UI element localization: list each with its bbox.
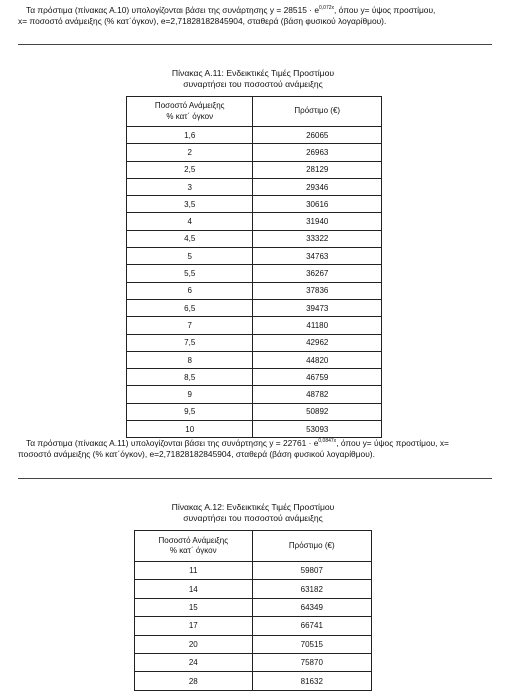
cell-mixing-percentage: 14 bbox=[135, 580, 253, 598]
cell-fine-amount: 75870 bbox=[252, 653, 371, 671]
table-row bbox=[127, 144, 382, 161]
cell-fine-amount: 48782 bbox=[253, 386, 382, 403]
table-row bbox=[127, 421, 382, 438]
header-mixing-percentage bbox=[135, 531, 253, 562]
cell-mixing-percentage: 3,5 bbox=[127, 196, 253, 213]
table-header-row bbox=[127, 97, 382, 127]
table-row bbox=[127, 351, 382, 368]
cell-mixing-percentage: 6 bbox=[127, 282, 253, 299]
table-row bbox=[127, 386, 382, 403]
cell-fine-amount: 26065 bbox=[253, 127, 382, 144]
formula-exponent: 0,0847x bbox=[318, 438, 337, 444]
cell-mixing-percentage: 8,5 bbox=[127, 369, 253, 386]
cell-fine-amount: 41180 bbox=[253, 317, 382, 334]
cell-mixing-percentage: 4,5 bbox=[127, 230, 253, 247]
cell-fine-amount: 63182 bbox=[252, 580, 371, 598]
table-row bbox=[127, 127, 382, 144]
cell-fine-amount: 64349 bbox=[252, 598, 371, 616]
formula-exponent: 0,072x bbox=[319, 5, 335, 11]
fines-table-a12 bbox=[134, 530, 372, 691]
table-row bbox=[135, 635, 372, 653]
paragraph-line-1 bbox=[18, 5, 496, 16]
table-row bbox=[135, 562, 372, 580]
cell-fine-amount: 31940 bbox=[253, 213, 382, 230]
paragraph-fines-formula-a11 bbox=[18, 438, 496, 460]
table-caption-a11 bbox=[0, 68, 506, 90]
table-row bbox=[127, 299, 382, 316]
table-row bbox=[127, 403, 382, 420]
cell-fine-amount: 70515 bbox=[252, 635, 371, 653]
table-row bbox=[127, 369, 382, 386]
header-mixing-percentage bbox=[127, 97, 253, 127]
cell-mixing-percentage: 17 bbox=[135, 617, 253, 635]
cell-fine-amount: 34763 bbox=[253, 248, 382, 265]
formula-suffix: , όπου y= ύψος προστίμου, x= bbox=[336, 438, 449, 448]
header-fine: Πρόστιμο (€) bbox=[253, 97, 382, 127]
cell-mixing-percentage: 2 bbox=[127, 144, 253, 161]
cell-mixing-percentage: 11 bbox=[135, 562, 253, 580]
cell-fine-amount: 30616 bbox=[253, 196, 382, 213]
cell-fine-amount: 28129 bbox=[253, 161, 382, 178]
table-row bbox=[135, 653, 372, 671]
header-line-2: % κατ΄ όγκον bbox=[166, 111, 214, 121]
cell-fine-amount: 36267 bbox=[253, 265, 382, 282]
table-row bbox=[127, 334, 382, 351]
table-row bbox=[127, 178, 382, 195]
cell-mixing-percentage: 4 bbox=[127, 213, 253, 230]
formula-suffix: , όπου y= ύψος προστίμου, bbox=[334, 5, 436, 15]
cell-fine-amount: 29346 bbox=[253, 178, 382, 195]
formula-text: Τα πρόστιμα (πίνακας Α.11) υπολογίζονται βάσει της συνάρτησης y = 22761 · e bbox=[26, 438, 319, 448]
cell-fine-amount: 39473 bbox=[253, 299, 382, 316]
cell-mixing-percentage: 7 bbox=[127, 317, 253, 334]
table-row bbox=[127, 213, 382, 230]
table-row bbox=[127, 230, 382, 247]
cell-mixing-percentage: 10 bbox=[127, 421, 253, 438]
paragraph-line-1 bbox=[18, 438, 496, 449]
cell-mixing-percentage: 1,6 bbox=[127, 127, 253, 144]
table-row bbox=[127, 161, 382, 178]
cell-fine-amount: 37836 bbox=[253, 282, 382, 299]
fines-table-a11 bbox=[126, 96, 382, 438]
cell-fine-amount: 44820 bbox=[253, 351, 382, 368]
cell-fine-amount: 26963 bbox=[253, 144, 382, 161]
caption-line-2: συναρτήσει του ποσοστού ανάμειξης bbox=[183, 79, 323, 89]
table-header-row bbox=[135, 531, 372, 562]
cell-mixing-percentage: 2,5 bbox=[127, 161, 253, 178]
table-row bbox=[127, 265, 382, 282]
cell-mixing-percentage: 9,5 bbox=[127, 403, 253, 420]
cell-mixing-percentage: 3 bbox=[127, 178, 253, 195]
cell-fine-amount: 33322 bbox=[253, 230, 382, 247]
cell-fine-amount: 81632 bbox=[252, 672, 371, 690]
cell-fine-amount: 42962 bbox=[253, 334, 382, 351]
cell-mixing-percentage: 7,5 bbox=[127, 334, 253, 351]
table-row bbox=[127, 248, 382, 265]
header-line-2: % κατ΄ όγκον bbox=[169, 546, 217, 555]
caption-line-1: Πίνακας Α.12: Ενδεικτικές Τιμές Προστίμου bbox=[171, 502, 335, 512]
table-row bbox=[135, 617, 372, 635]
table-body bbox=[135, 562, 372, 691]
caption-line-1: Πίνακας Α.11: Ενδεικτικές Τιμές Προστίμου bbox=[171, 68, 335, 78]
cell-mixing-percentage: 20 bbox=[135, 635, 253, 653]
separator-line bbox=[18, 44, 492, 45]
table-body bbox=[127, 127, 382, 438]
cell-fine-amount: 53093 bbox=[253, 421, 382, 438]
cell-mixing-percentage: 15 bbox=[135, 598, 253, 616]
paragraph-line-2: ποσοστό ανάμειξης (% κατ΄όγκον), e=2,71828182845904, σταθερά (βάση φυσικού λογαρίθμου). bbox=[18, 449, 375, 459]
header-line-1: Ποσοστό Ανάμειξης bbox=[154, 101, 225, 110]
paragraph-fines-formula-a10 bbox=[18, 5, 496, 27]
cell-mixing-percentage: 5 bbox=[127, 248, 253, 265]
cell-mixing-percentage: 9 bbox=[127, 386, 253, 403]
cell-mixing-percentage: 8 bbox=[127, 351, 253, 368]
header-line-1: Ποσοστό Ανάμειξης bbox=[158, 535, 229, 545]
caption-line-2: συναρτήσει του ποσοστού ανάμειξης bbox=[183, 513, 323, 523]
separator-line bbox=[18, 478, 492, 479]
cell-fine-amount: 50892 bbox=[253, 403, 382, 420]
cell-mixing-percentage: 24 bbox=[135, 653, 253, 671]
cell-mixing-percentage: 6,5 bbox=[127, 299, 253, 316]
formula-text: Τα πρόστιμα (πίνακας Α.10) υπολογίζονται βάσει της συνάρτησης y = 28515 · e bbox=[26, 5, 320, 15]
header-fine: Πρόστιμο (€) bbox=[252, 531, 371, 562]
cell-fine-amount: 46759 bbox=[253, 369, 382, 386]
cell-mixing-percentage: 28 bbox=[135, 672, 253, 690]
table-row bbox=[127, 196, 382, 213]
paragraph-line-2: x= ποσοστό ανάμειξης (% κατ΄όγκον), e=2,71828182845904, σταθερά (βάση φυσικού λογαρίθμου). bbox=[18, 16, 387, 26]
table-caption-a12 bbox=[0, 502, 506, 524]
cell-fine-amount: 59807 bbox=[252, 562, 371, 580]
table-row bbox=[135, 672, 372, 690]
table-row bbox=[135, 598, 372, 616]
table-row bbox=[135, 580, 372, 598]
cell-mixing-percentage: 5,5 bbox=[127, 265, 253, 282]
table-row bbox=[127, 282, 382, 299]
table-row bbox=[127, 317, 382, 334]
cell-fine-amount: 66741 bbox=[252, 617, 371, 635]
